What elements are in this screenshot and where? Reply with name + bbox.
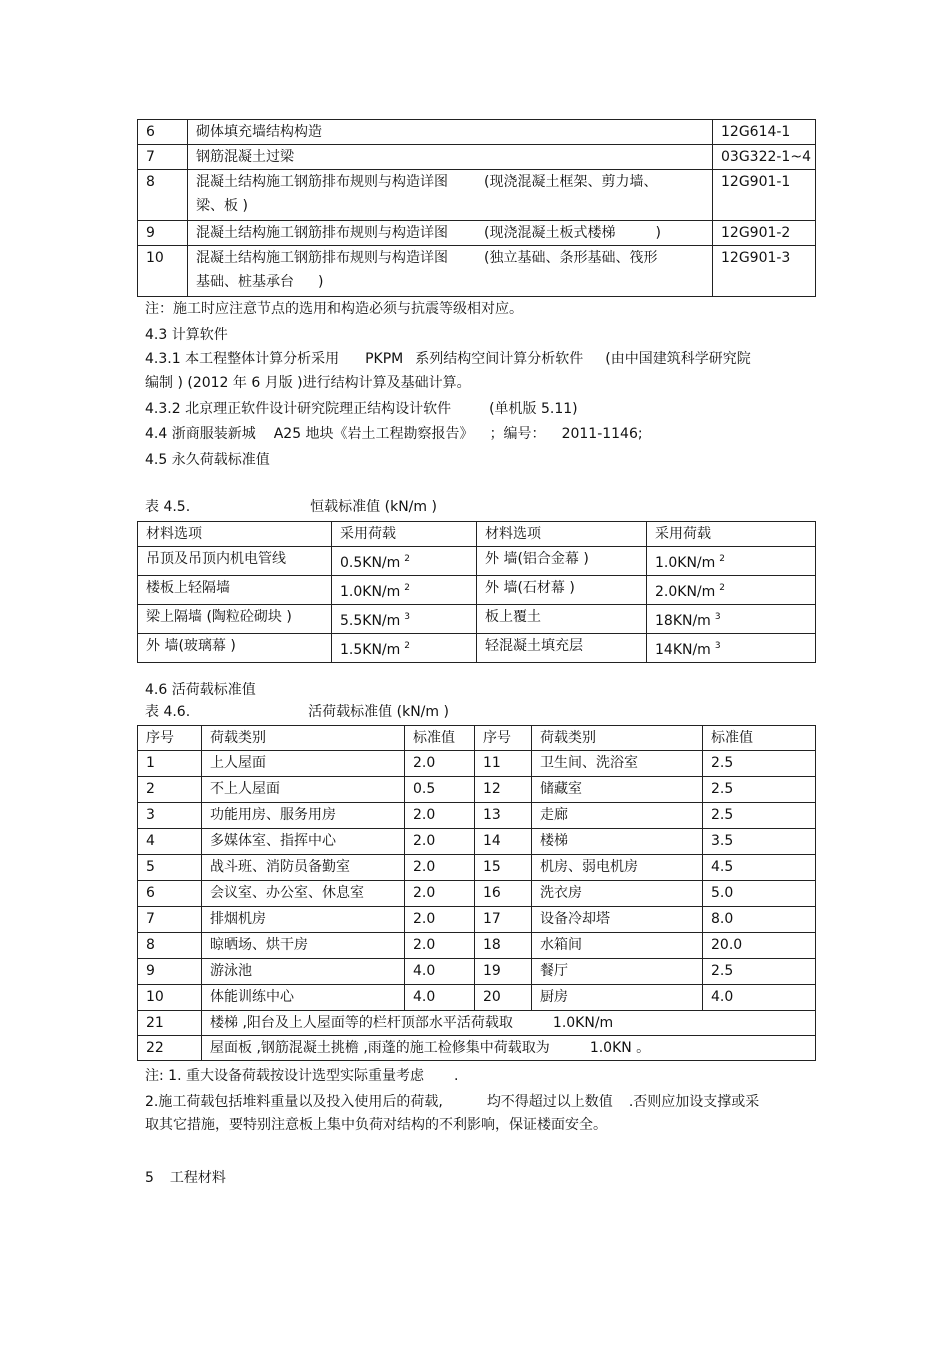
live-load-table [137,725,816,1061]
text-run: . [453,1068,459,1084]
table-row [138,803,816,829]
standard-name-part: 混凝土结构施工钢筋排布规则与构造详图 [196,174,448,190]
row-number: 12 [475,777,532,803]
table-row [138,221,816,246]
load-category: 功能用房、服务用房 [202,803,405,829]
row-number: 1 [138,751,202,777]
load-category: 餐厅 [532,959,703,985]
text-run: ；编号： [489,426,546,442]
material-name: 楼板上轻隔墙 [138,576,332,605]
column-header: 序号 [138,726,202,751]
text-run: 4.4 浙商服装新城 [145,426,256,442]
dead-load-table [137,521,816,663]
row-number: 10 [138,246,188,297]
section-4-3-1-line1 [145,349,751,369]
load-category: 多媒体室、指挥中心 [202,829,405,855]
row-number: 11 [475,751,532,777]
load-value [332,605,477,634]
text-run: 屋面板 ,钢筋混凝土挑檐 ,雨蓬的施工检修集中荷载取为 [210,1040,550,1056]
load-value [647,634,816,663]
row-number: 6 [138,881,202,907]
column-header: 序号 [475,726,532,751]
text-run: .否则应加设支撑或采 [628,1094,760,1110]
standard-value: 2.0 [405,855,475,881]
row-number: 21 [138,1011,202,1036]
table-header-row [138,522,816,547]
standard-value: 2.5 [703,803,816,829]
load-category: 排烟机房 [202,907,405,933]
load-number: 1.0KN/m [340,584,401,600]
standard-name-part: 梁、板 ) [196,198,248,214]
load-value [332,576,477,605]
section-4-3-heading: 4.3 计算软件 [145,327,228,343]
standard-value: 8.0 [703,907,816,933]
load-value [647,576,816,605]
table-row [138,829,816,855]
load-category: 卫生间、洗浴室 [532,751,703,777]
section-4-3-1-line2: 编制 ) (2012 年 6 月版 )进行结构计算及基础计算。 [145,375,471,391]
row-number: 19 [475,959,532,985]
load-value [332,634,477,663]
table-row [138,120,816,145]
standard-code: 12G901-3 [713,246,816,297]
material-name: 外 墙(铝合金幕 ) [477,547,647,576]
standard-value: 0.5 [405,777,475,803]
standard-code: 03G322-1~4 [713,145,816,170]
material-name: 吊顶及吊顶内机电管线 [138,547,332,576]
row-number: 7 [138,907,202,933]
column-header: 材料选项 [477,522,647,547]
row-number: 20 [475,985,532,1011]
text-run: A25 地块《岩土工程勘察报告》 [273,426,474,442]
table-row [138,145,816,170]
load-category: 机房、弱电机房 [532,855,703,881]
load-number: 1.0KN/m [655,555,716,571]
standard-value: 4.0 [703,985,816,1011]
unit-exponent: 2 [719,554,726,564]
standard-value: 2.5 [703,777,816,803]
standard-name-part: 混凝土结构施工钢筋排布规则与构造详图 [196,250,448,266]
table-title: 活荷载标准值 (kN/m ) [308,704,449,720]
load-category: 游泳池 [202,959,405,985]
load-category: 体能训练中心 [202,985,405,1011]
table-title: 恒载标准值 (kN/m ) [310,499,437,515]
table-row [138,855,816,881]
row-number: 16 [475,881,532,907]
merged-cell [202,1036,816,1061]
load-category: 设备冷却塔 [532,907,703,933]
table-row [138,576,816,605]
unit-exponent: 2 [404,583,411,593]
row-number: 8 [138,170,188,221]
load-category: 上人屋面 [202,751,405,777]
table-row [138,605,816,634]
standard-value: 2.0 [405,933,475,959]
load-category: 厨房 [532,985,703,1011]
standard-name-part: 混凝土结构施工钢筋排布规则与构造详图 [196,225,448,241]
row-number: 9 [138,959,202,985]
standard-value: 2.0 [405,803,475,829]
column-header: 材料选项 [138,522,332,547]
note-construction-load-line2: 取其它措施，要特别注意板上集中负荷对结构的不利影响，保证楼面安全。 [145,1117,607,1133]
load-category: 走廊 [532,803,703,829]
standard-value: 2.0 [405,751,475,777]
material-name: 板上覆土 [477,605,647,634]
table-number: 表 4.6. [145,704,191,720]
text-run: 系列结构空间计算分析软件 [415,351,584,367]
standard-name [188,170,713,221]
material-name: 轻混凝土填充层 [477,634,647,663]
table-row [138,634,816,663]
table-row [138,547,816,576]
text-run: 1.0KN 。 [589,1040,651,1056]
load-category: 储藏室 [532,777,703,803]
column-header: 采用荷载 [332,522,477,547]
load-category: 战斗班、消防员备勤室 [202,855,405,881]
table-row [138,1036,816,1061]
text-run: PKPM [365,351,404,367]
standard-value: 20.0 [703,933,816,959]
row-number: 18 [475,933,532,959]
unit-exponent: 3 [714,641,721,651]
standard-value: 2.0 [405,829,475,855]
row-number: 5 [138,855,202,881]
row-number: 13 [475,803,532,829]
text-run: 4.3.2 北京理正软件设计研究院理正结构设计软件 [145,401,452,417]
load-number: 1.5KN/m [340,642,401,658]
standard-value: 4.5 [703,855,816,881]
standard-name-part: (独立基础、条形基础、筏形 [484,250,658,266]
column-header: 荷载类别 [202,726,405,751]
merged-cell [202,1011,816,1036]
text-run: 楼梯 ,阳台及上人屋面等的栏杆顶部水平活荷载取 [210,1015,513,1031]
standard-code: 12G901-1 [713,170,816,221]
load-number: 5.5KN/m [340,613,401,629]
load-value [332,547,477,576]
standard-value: 5.0 [703,881,816,907]
row-number: 14 [475,829,532,855]
standard-value: 2.0 [405,881,475,907]
standard-name-part: ) [655,225,661,241]
note-equipment-load [145,1066,458,1086]
section-4-5-heading: 4.5 永久荷载标准值 [145,452,270,468]
text-run: 2011-1146; [561,426,643,442]
standard-value: 2.5 [703,959,816,985]
row-number: 17 [475,907,532,933]
load-number: 0.5KN/m [340,555,401,571]
standard-value: 3.5 [703,829,816,855]
table-row [138,751,816,777]
row-number: 22 [138,1036,202,1061]
standards-table [137,119,816,297]
load-category: 洗衣房 [532,881,703,907]
text-run: (由中国建筑科学研究院 [605,351,751,367]
load-category: 不上人屋面 [202,777,405,803]
text-run: 注: 1. 重大设备荷载按设计选型实际重量考虑 [145,1068,424,1084]
load-value [647,547,816,576]
standard-name: 砌体填充墙结构构造 [188,120,713,145]
table-row [138,933,816,959]
material-name: 外 墙(玻璃幕 ) [138,634,332,663]
unit-exponent: 2 [404,554,411,564]
text-run: 4.3.1 本工程整体计算分析采用 [145,351,340,367]
table-number: 表 4.5. [145,499,191,515]
unit-exponent: 2 [719,583,726,593]
table-row [138,881,816,907]
section-title: 工程材料 [169,1170,226,1186]
table-header-row [138,726,816,751]
section-4-3-2 [145,399,578,419]
row-number: 8 [138,933,202,959]
unit-exponent: 3 [714,612,721,622]
dead-load-caption [145,497,437,517]
material-name: 外 墙(石材幕 ) [477,576,647,605]
table-row [138,985,816,1011]
row-number: 9 [138,221,188,246]
row-number: 15 [475,855,532,881]
unit-exponent: 2 [404,641,411,651]
text-run: 均不得超过以上数值 [486,1094,613,1110]
row-number: 7 [138,145,188,170]
load-category: 水箱间 [532,933,703,959]
standard-value: 2.0 [405,907,475,933]
note-construction-load-line1 [145,1092,759,1112]
standard-name-part: (现浇混凝土板式楼梯 [484,225,616,241]
section-5-heading [145,1168,226,1188]
standard-name: 钢筋混凝土过梁 [188,145,713,170]
note-node-selection: 注：施工时应注意节点的选用和构造必须与抗震等级相对应。 [145,301,523,317]
table-row [138,777,816,803]
text-run: 2.施工荷载包括堆料重量以及投入使用后的荷载, [145,1094,443,1110]
table-row [138,246,816,297]
table-row [138,1011,816,1036]
load-number: 2.0KN/m [655,584,716,600]
material-name: 梁上隔墙 (陶粒砼砌块 ) [138,605,332,634]
standard-value: 4.0 [405,959,475,985]
text-run: 1.0KN/m [552,1015,614,1031]
standard-name-part: (现浇混凝土框架、剪力墙、 [484,174,658,190]
row-number: 6 [138,120,188,145]
standard-name [188,221,713,246]
column-header: 标准值 [703,726,816,751]
section-number: 5 [145,1170,154,1186]
standard-name [188,246,713,297]
standard-code: 12G901-2 [713,221,816,246]
load-number: 14KN/m [655,642,711,658]
standard-name-part: 基础、桩基承台 [196,274,294,290]
row-number: 10 [138,985,202,1011]
unit-exponent: 3 [404,612,411,622]
column-header: 荷载类别 [532,726,703,751]
text-run: (单机版 5.11) [489,401,578,417]
live-load-caption [145,702,449,722]
load-category: 晾晒场、烘干房 [202,933,405,959]
section-4-6-heading: 4.6 活荷载标准值 [145,682,256,698]
table-row [138,907,816,933]
section-4-4 [145,424,643,444]
table-row [138,959,816,985]
table-row [138,170,816,221]
standard-code: 12G614-1 [713,120,816,145]
row-number: 2 [138,777,202,803]
column-header: 采用荷载 [647,522,816,547]
row-number: 3 [138,803,202,829]
load-category: 楼梯 [532,829,703,855]
load-category: 会议室、办公室、休息室 [202,881,405,907]
column-header: 标准值 [405,726,475,751]
standard-value: 2.5 [703,751,816,777]
load-number: 18KN/m [655,613,711,629]
standard-name-part: ) [318,274,324,290]
standard-value: 4.0 [405,985,475,1011]
load-value [647,605,816,634]
row-number: 4 [138,829,202,855]
